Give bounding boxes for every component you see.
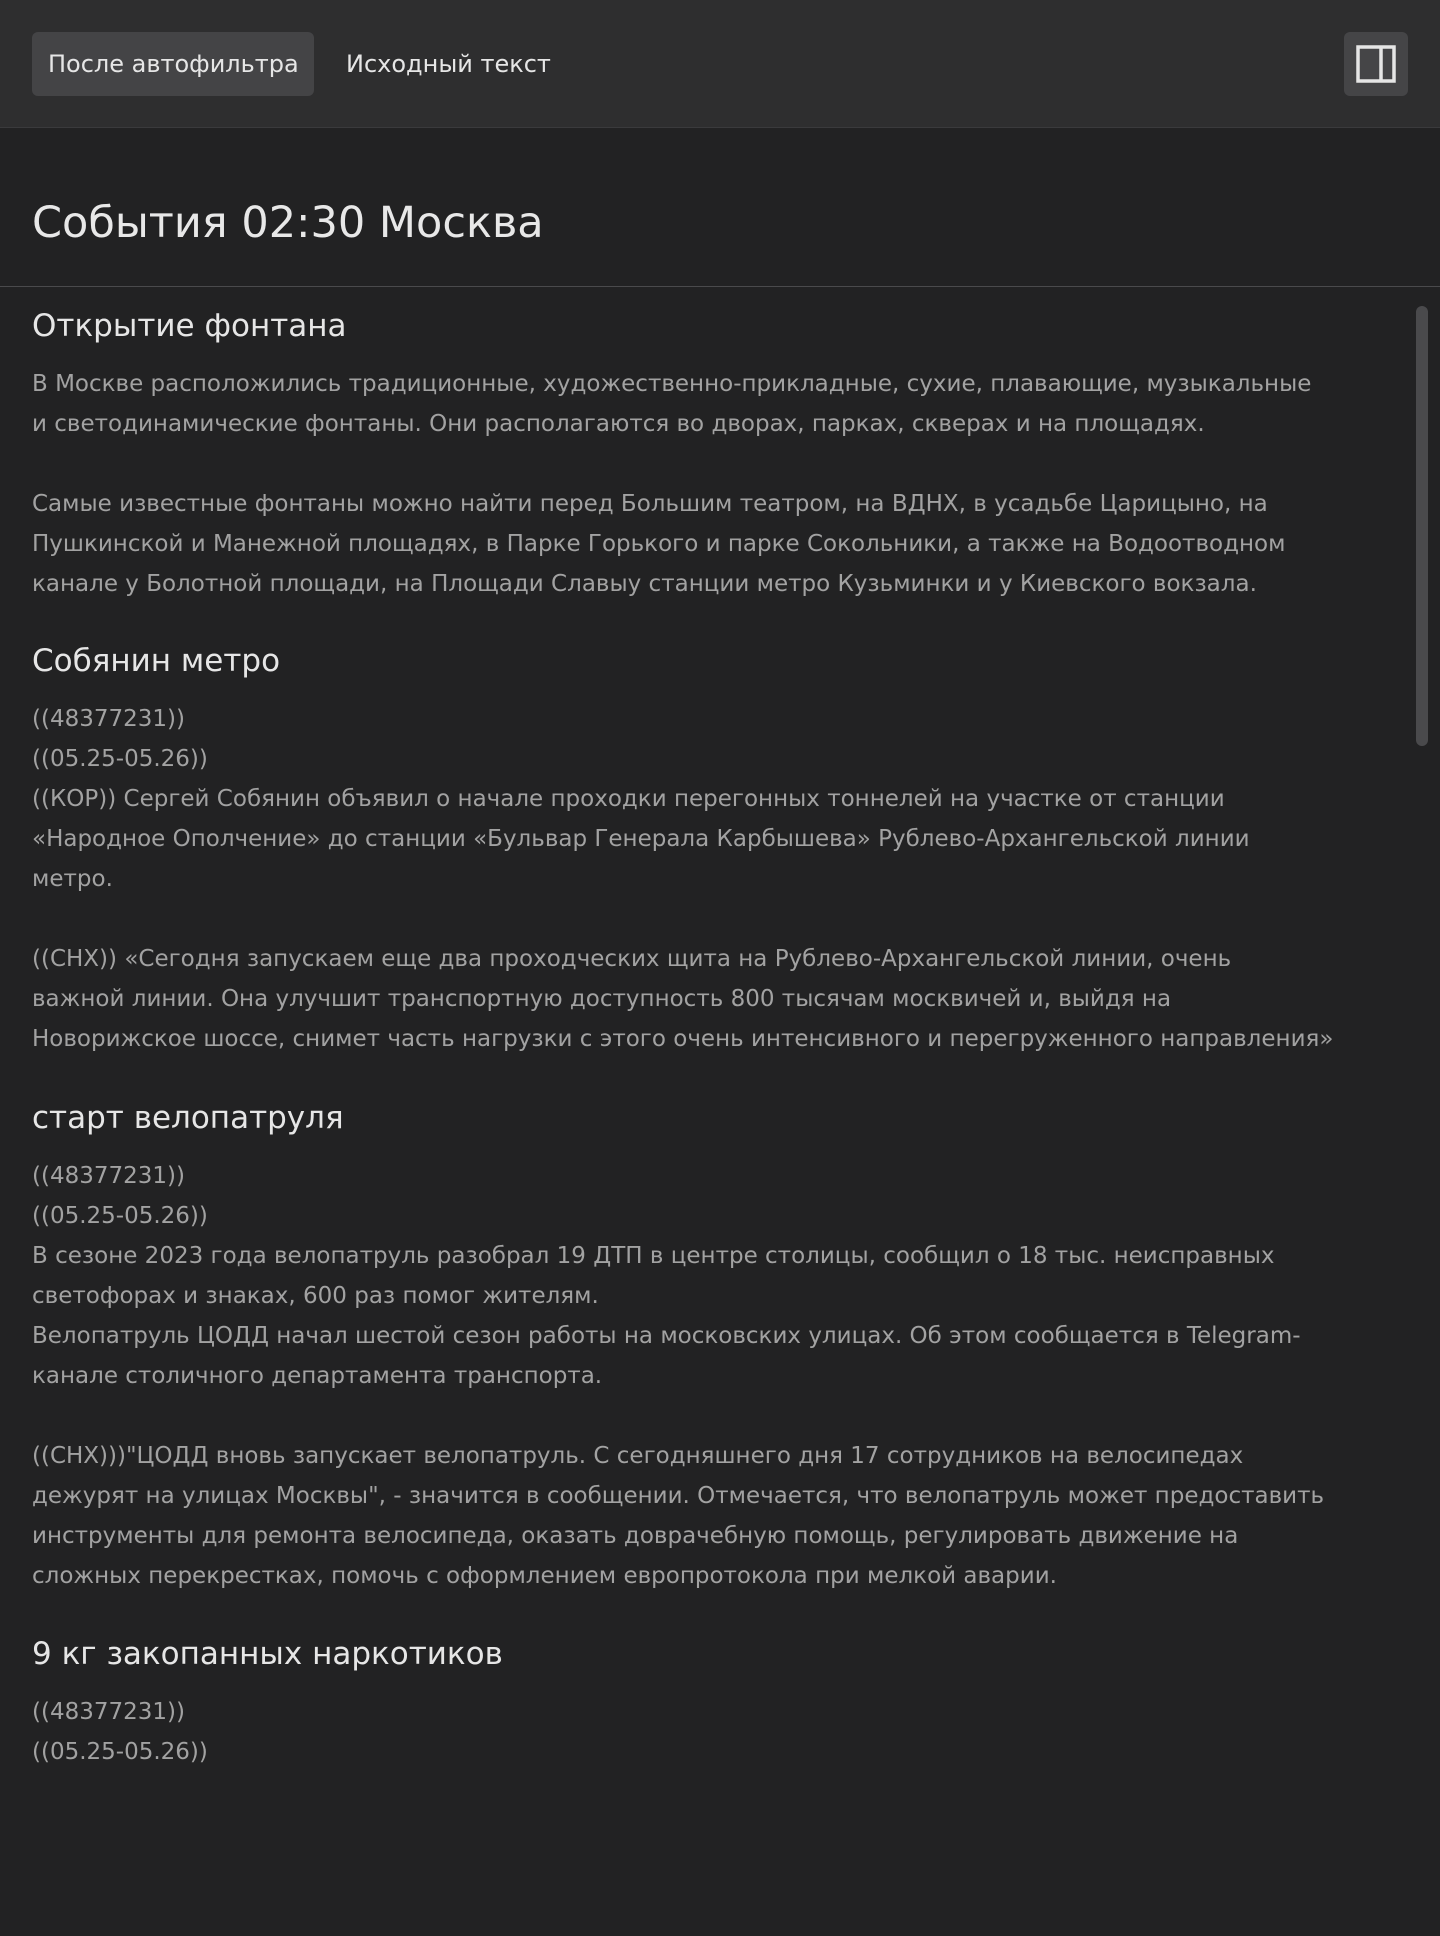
article-title: Собянин метро: [32, 643, 281, 679]
text-line: ((48377231)): [32, 1163, 185, 1189]
text-line: ((05.25-05.26)): [32, 1203, 208, 1229]
text-line: ((КОР)) Сергей Собянин объявил о начале проходки перегонных тоннелей на участке от станции: [32, 786, 1225, 812]
paragraph-gap: [32, 899, 1412, 939]
text-line: и светодинамические фонтаны. Они располагаются во дворах, парках, скверах и на площадях.: [32, 411, 1205, 437]
tab-after-autofilter[interactable]: После автофильтра: [32, 32, 314, 96]
article-title: 9 кг закопанных наркотиков: [32, 1636, 503, 1672]
article: [32, 1098, 1412, 1596]
text-line: Велопатруль ЦОДД начал шестой сезон работы на московских улицах. Об этом сообщается в Telegram-: [32, 1323, 1301, 1349]
text-line: метро.: [32, 866, 113, 892]
article: [32, 641, 1412, 1059]
text-line: светофорах и знаках, 600 раз помог жителям.: [32, 1283, 599, 1309]
content-area[interactable]: [0, 288, 1440, 1936]
article: [32, 306, 1412, 604]
article-title: старт велопатруля: [32, 1100, 344, 1136]
text-line: сложных перекрестках, помочь с оформлением европротокола при мелкой аварии.: [32, 1563, 1057, 1589]
text-line: ((СНХ)) «Сегодня запускаем еще два проходческих щита на Рублево-Архангельской линии, очень: [32, 946, 1232, 972]
toolbar: [0, 0, 1440, 128]
paragraph-gap: [32, 1396, 1412, 1436]
text-line: дежурят на улицах Москвы", - значится в сообщении. Отмечается, что велопатруль может предоставить: [32, 1483, 1325, 1509]
text-line: Пушкинской и Манежной площадях, в Парке Горького и парке Сокольники, а также на Водоотводном: [32, 531, 1286, 557]
scrollbar-thumb[interactable]: [1416, 306, 1428, 746]
text-line: Новорижское шоссе, снимет часть нагрузки с этого очень интенсивного и перегруженного направления»: [32, 1026, 1334, 1052]
text-line: ((48377231)): [32, 1699, 185, 1725]
text-line: Самые известные фонтаны можно найти перед Большим театром, на ВДНХ, в усадьбе Царицыно, на: [32, 491, 1268, 517]
text-line: ((СНХ)))"ЦОДД вновь запускает велопатруль. С сегодняшнего дня 17 сотрудников на велосипедах: [32, 1443, 1244, 1469]
article: [32, 1634, 1412, 1772]
sidebar-panel-icon: [1344, 32, 1408, 96]
paragraph-gap: [32, 444, 1412, 484]
text-line: канале столичного департамента транспорта.: [32, 1363, 603, 1389]
tab-source-text[interactable]: Исходный текст: [346, 50, 551, 78]
text-line: важной линии. Она улучшит транспортную доступность 800 тысячам москвичей и, выйдя на: [32, 986, 1172, 1012]
text-line: ((48377231)): [32, 706, 185, 732]
text-line: «Народное Ополчение» до станции «Бульвар Генерала Карбышева» Рублево-Архангельской линии: [32, 826, 1250, 852]
title-bar: [0, 128, 1440, 287]
text-line: В сезоне 2023 года велопатруль разобрал 19 ДТП в центре столицы, сообщил о 18 тыс. неисправных: [32, 1243, 1275, 1269]
text-line: инструменты для ремонта велосипеда, оказать доврачебную помощь, регулировать движение на: [32, 1523, 1239, 1549]
text-line: В Москве расположились традиционные, художественно-прикладные, сухие, плавающие, музыкальные: [32, 371, 1312, 397]
page-title: События 02:30 Москва: [32, 198, 544, 248]
article-title: Открытие фонтана: [32, 308, 347, 344]
panel-toggle-button[interactable]: [1344, 32, 1408, 96]
text-line: ((05.25-05.26)): [32, 1739, 208, 1765]
text-line: ((05.25-05.26)): [32, 746, 208, 772]
text-line: канале у Болотной площади, на Площади Славыу станции метро Кузьминки и у Киевского вокзала.: [32, 571, 1257, 597]
